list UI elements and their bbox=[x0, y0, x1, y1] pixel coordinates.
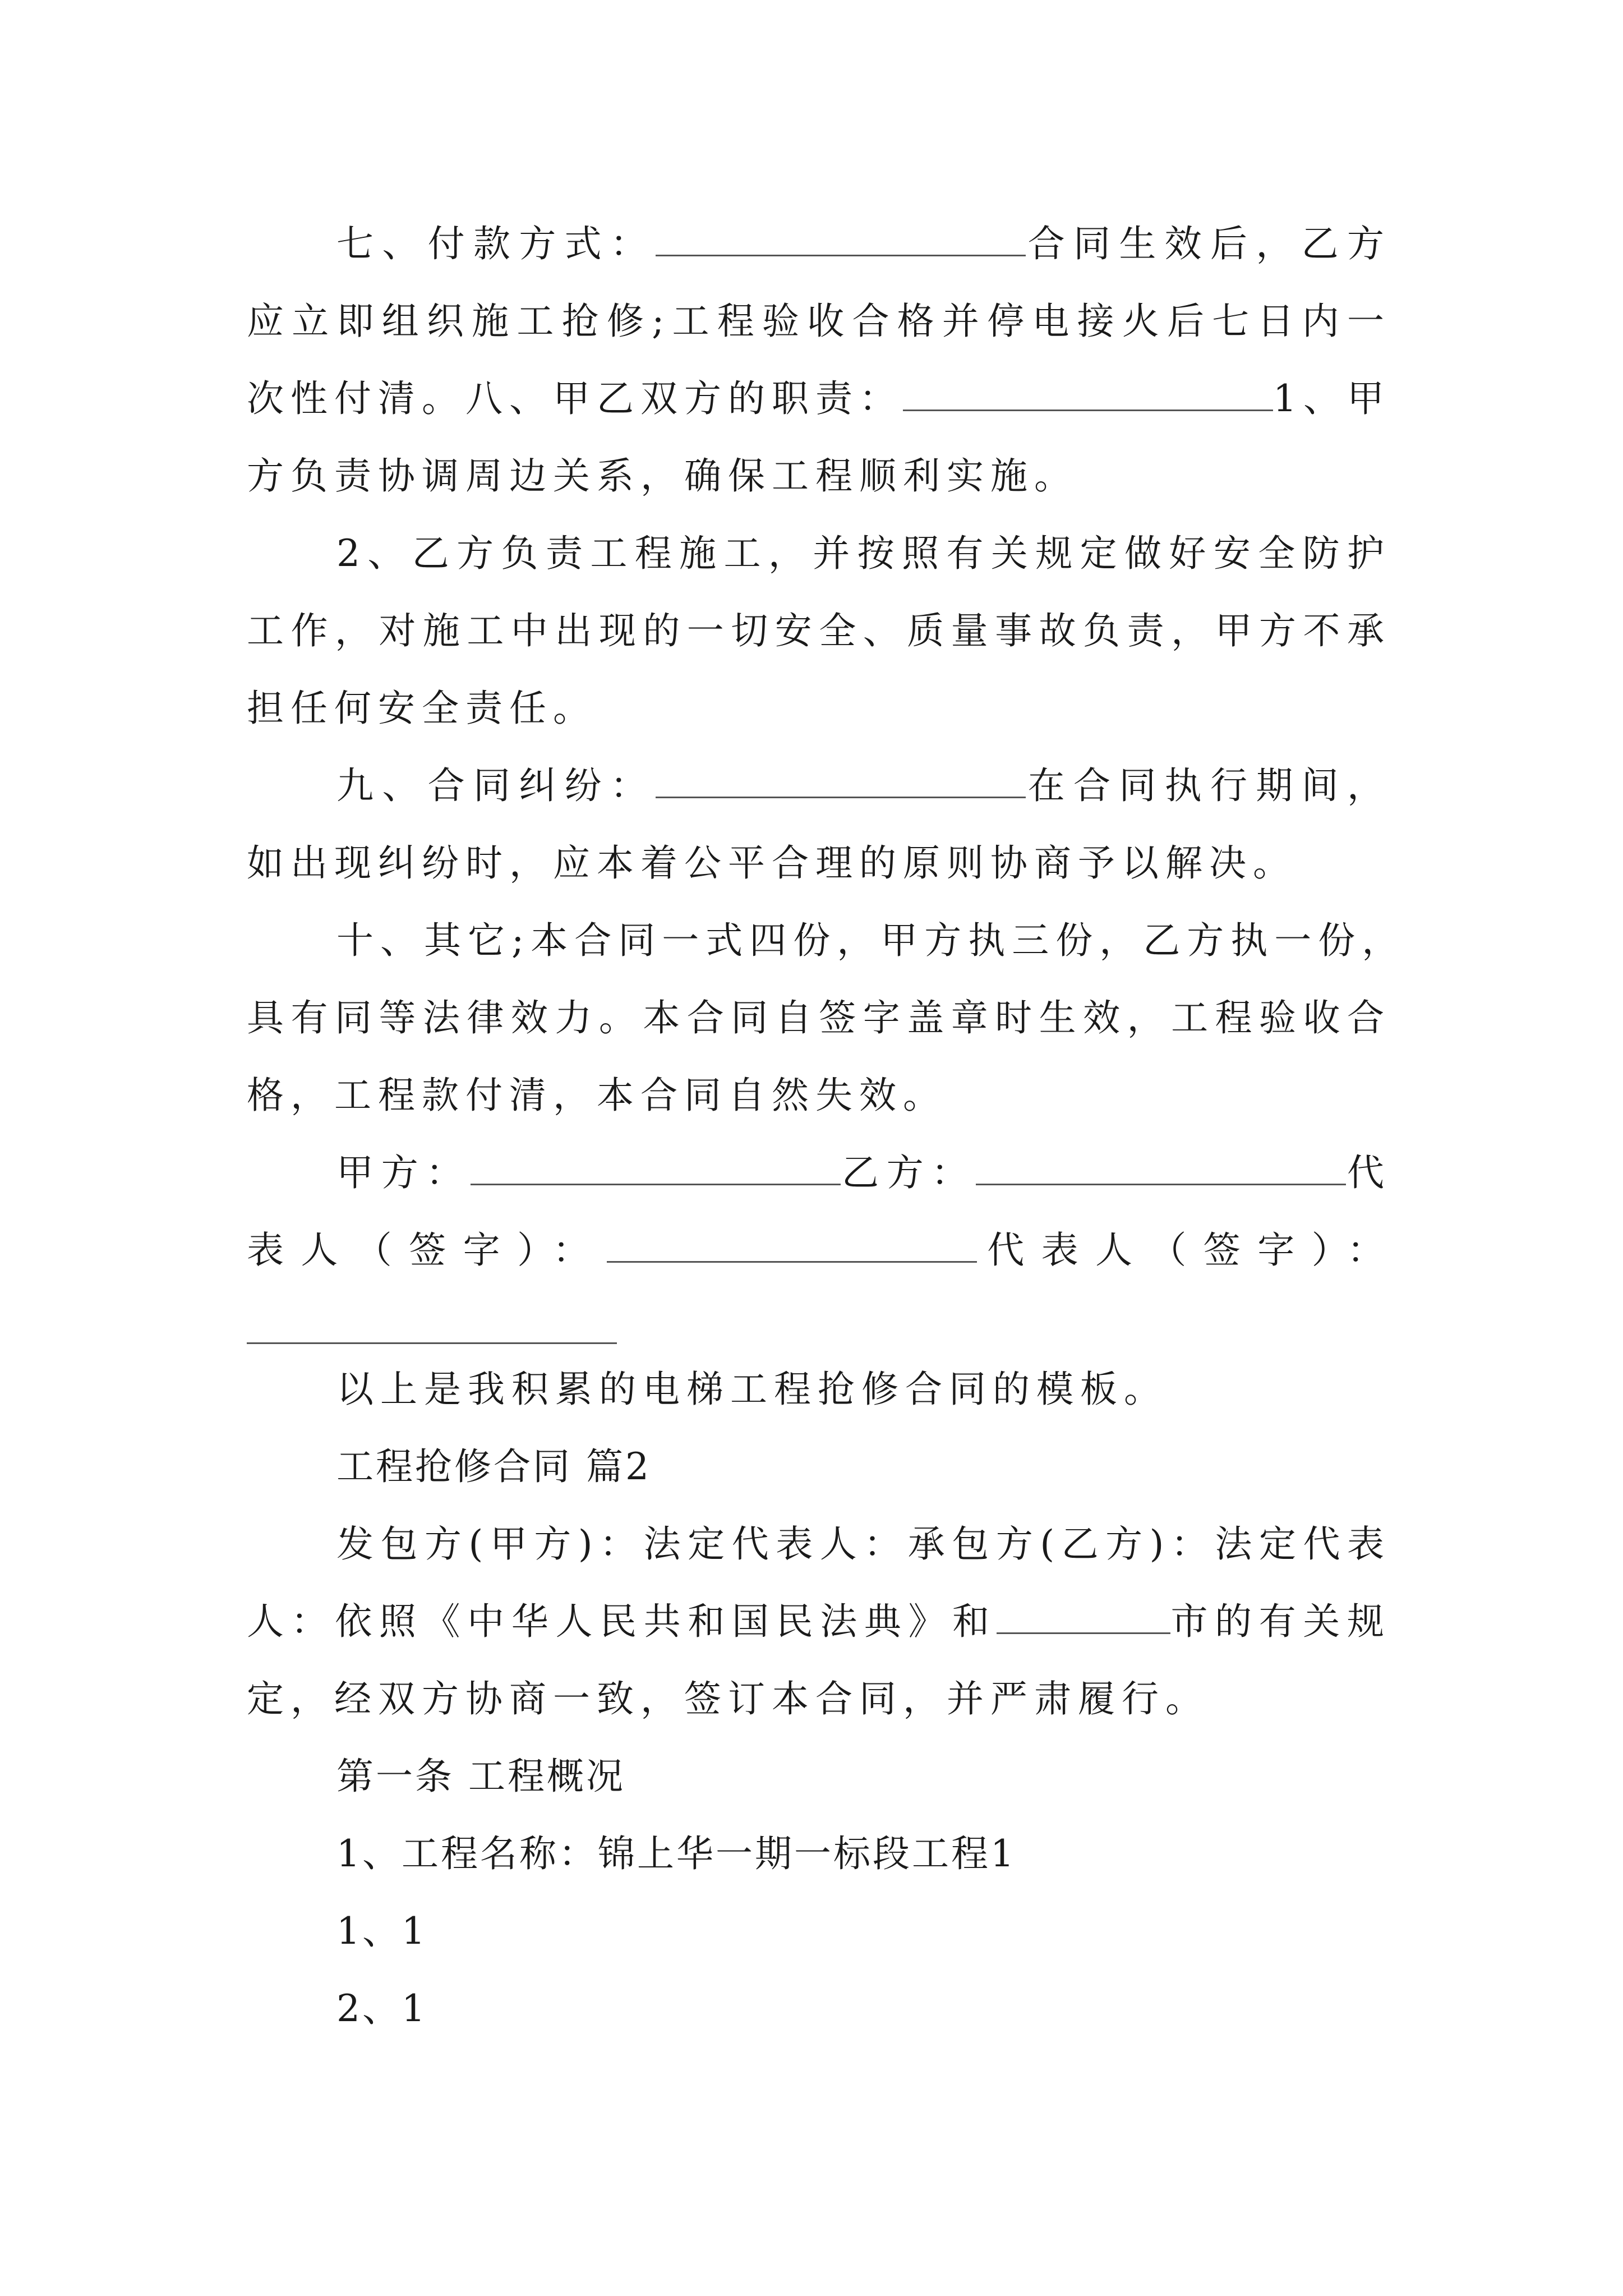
city-blank bbox=[997, 1599, 1170, 1634]
rep-a-blank bbox=[607, 1227, 977, 1263]
rep-b-label: 代表人（签字）： bbox=[976, 1228, 1391, 1272]
rep-a-label: 表人（签字）： bbox=[247, 1228, 607, 1272]
signature-line1 bbox=[336, 1148, 1391, 1198]
clause10-line2: 具有同等法律效力。本合同自签字盖章时生效，工程验收合 bbox=[247, 996, 1391, 1039]
intro-line2 bbox=[247, 1596, 1391, 1647]
party-a-label: 甲方： bbox=[336, 1151, 471, 1194]
party-b-label: 乙方： bbox=[841, 1151, 976, 1194]
contract2-heading: 工程抢修合同 篇2 bbox=[336, 1445, 651, 1488]
article1-heading: 第一条 工程概况 bbox=[336, 1755, 625, 1798]
clause7-line3 bbox=[247, 374, 1391, 424]
clause10-line3: 格，工程款付清，本合同自然失效。 bbox=[247, 1074, 947, 1117]
clause8-label: 次性付清。八、甲乙双方的职责： bbox=[247, 377, 903, 420]
party-b-blank bbox=[976, 1150, 1346, 1185]
clause8-item1-start: 1、甲 bbox=[1273, 377, 1391, 420]
clause7-line4: 方负责协调周边关系，确保工程顺利实施。 bbox=[247, 454, 1078, 498]
summary-line: 以上是我积累的电梯工程抢修合同的模板。 bbox=[336, 1368, 1168, 1411]
clause9-line1 bbox=[336, 761, 1391, 811]
duties-blank bbox=[903, 376, 1273, 411]
dispute-blank bbox=[656, 763, 1026, 798]
intro-text-pre: 人：依照《中华人民共和国民法典》和 bbox=[247, 1600, 997, 1643]
clause9-line2: 如出现纠纷时，应本着公平合理的原则协商予以解决。 bbox=[247, 841, 1297, 885]
clause7-label: 七、付款方式： bbox=[336, 222, 656, 265]
intro-text-post: 市的有关规 bbox=[1170, 1600, 1391, 1643]
clause8-2-line3: 担任何安全责任。 bbox=[247, 687, 597, 730]
signature-line2 bbox=[247, 1225, 1391, 1276]
payment-method-blank bbox=[656, 221, 1026, 256]
project-name-item: 1、工程名称：锦上华一期一标段工程1 bbox=[336, 1832, 1016, 1875]
intro-line1: 发包方(甲方)：法定代表人：承包方(乙方)：法定代表 bbox=[336, 1522, 1391, 1566]
clause9-text: 在合同执行期间， bbox=[1026, 764, 1391, 807]
rep-wrap: 代 bbox=[1346, 1151, 1391, 1194]
clause7-text: 合同生效后，乙方 bbox=[1026, 222, 1391, 265]
clause7-line2: 应立即组织施工抢修;工程验收合格并停电接火后七日内一 bbox=[247, 300, 1391, 343]
subitem-1-1: 1、1 bbox=[336, 1910, 427, 1953]
rep-b-blank bbox=[247, 1342, 617, 1344]
clause7-line1 bbox=[336, 219, 1391, 269]
clause8-2-line1: 2、乙方负责工程施工，并按照有关规定做好安全防护 bbox=[336, 532, 1391, 575]
clause8-2-line2: 工作，对施工中出现的一切安全、质量事故负责，甲方不承 bbox=[247, 609, 1391, 652]
intro-line3: 定，经双方协商一致，签订本合同，并严肃履行。 bbox=[247, 1677, 1209, 1720]
party-a-blank bbox=[471, 1150, 841, 1185]
clause10-line1: 十、其它;本合同一式四份，甲方执三份，乙方执一份， bbox=[336, 919, 1406, 962]
subitem-2-1: 2、1 bbox=[336, 1987, 427, 2030]
clause9-label: 九、合同纠纷： bbox=[336, 764, 656, 807]
